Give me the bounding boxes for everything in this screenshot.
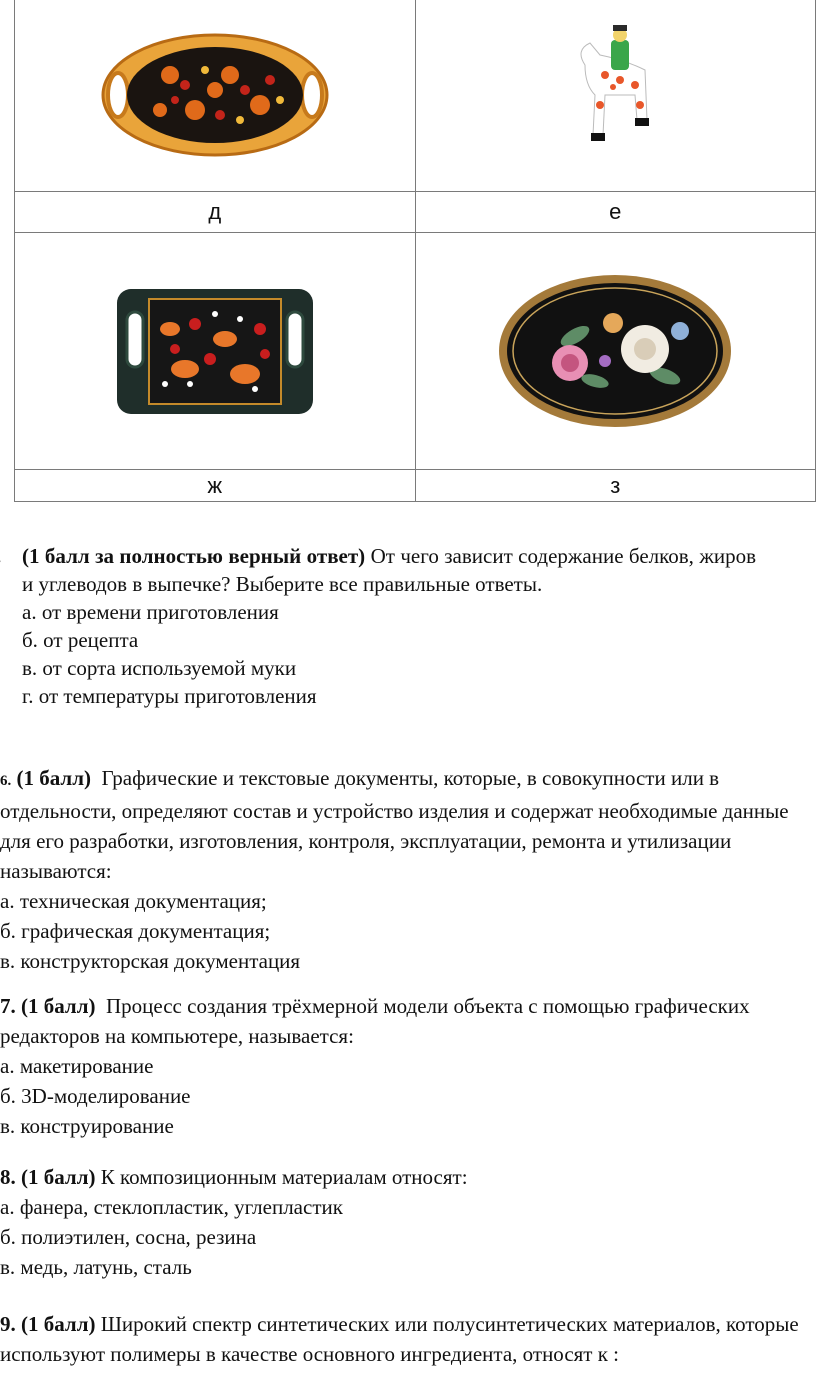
cell-zh-image (15, 233, 416, 470)
question-6-prompt: Графические и текстовые документы, которые, в совокупности или в отдельности, определяют состав и устройство изделия и содержат необходимые данные для его разработки, изготовления, контроля, эксплуатации, ремонта и утилизации называются: (0, 766, 789, 883)
question-8-points: (1 балл) (21, 1165, 96, 1189)
answer-option: в. от сорта используемой муки (22, 656, 297, 680)
question-7-points: (1 балл) (21, 994, 96, 1018)
label-e: е (415, 192, 816, 233)
answer-option: б. графическая документация; (0, 919, 271, 943)
question-9-number: 9. (0, 1312, 16, 1336)
question-7-number: 7. (0, 994, 16, 1018)
answer-option: г. от температуры приготовления (22, 684, 317, 708)
question-7-prompt: Процесс создания трёхмерной модели объекта с помощью графических редакторов на компьютере, называется: (0, 994, 750, 1048)
answer-option: а. техническая документация; (0, 889, 267, 913)
question-6-points: (1 балл) (16, 766, 91, 790)
question-9-points: (1 балл) (21, 1312, 96, 1336)
label-z: з (415, 470, 816, 502)
dymkovo-toy-image (565, 25, 665, 165)
answer-option: б. от рецепта (22, 628, 139, 652)
question-5-prompt: От чего зависит содержание белков, жиров и углеводов в выпечке? Выберите все правильные ответы. (22, 544, 757, 596)
answer-option: а. от времени приготовления (22, 600, 279, 624)
cell-z-image (415, 233, 816, 470)
question-7-text (0, 991, 800, 1051)
label-zh: ж (15, 470, 416, 502)
question-8-prompt: К композиционным материалам относят: (100, 1165, 468, 1189)
answer-option: б. 3D-моделирование (0, 1084, 191, 1108)
question-5-number (0, 542, 1, 570)
question-6-number: 6. (0, 773, 12, 789)
question-5 (0, 542, 816, 710)
question-9-text (0, 1309, 800, 1369)
cell-e-image (415, 0, 816, 192)
answer-option: в. конструирование (0, 1114, 174, 1138)
question-8-number: 8. (0, 1165, 16, 1189)
question-5-points: (1 балл за полностью верный ответ) (22, 544, 366, 568)
khokhloma-oval-tray-image (100, 30, 330, 160)
zhostovo-tray-image (495, 271, 735, 431)
khokhloma-rectangular-tray-image (115, 284, 315, 419)
question-5-text (22, 542, 756, 598)
label-d: д (15, 192, 416, 233)
question-7 (0, 991, 800, 1141)
question-8 (0, 1162, 800, 1282)
answer-option: в. конструкторская документация (0, 949, 301, 973)
question-8-text (0, 1162, 800, 1192)
question-6 (0, 763, 800, 976)
question-6-text (0, 763, 800, 886)
answer-option: а. фанера, стеклопластик, углепластик (0, 1195, 343, 1219)
question-9-prompt: Широкий спектр синтетических или полусинтетических материалов, которые используют полимеры в качестве основного ингредиента, относят к : (0, 1312, 799, 1366)
cell-d-image (15, 0, 416, 192)
answer-option: в. медь, латунь, сталь (0, 1255, 192, 1279)
answer-option: а. макетирование (0, 1054, 154, 1078)
question-9 (0, 1309, 800, 1369)
answer-option: б. полиэтилен, сосна, резина (0, 1225, 257, 1249)
images-table (14, 0, 816, 502)
